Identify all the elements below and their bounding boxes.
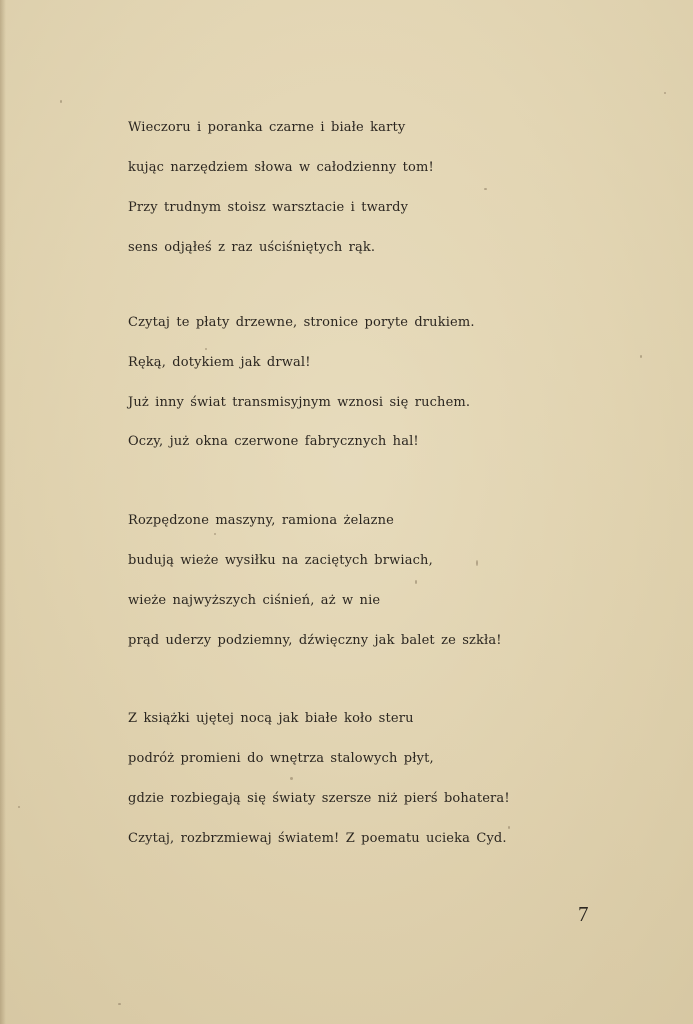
poem-line: Czytaj te płaty drzewne, stronice poryte drukiem. (128, 315, 475, 330)
poem-line: Rozpędzone maszyny, ramiona żelazne (128, 513, 395, 528)
poem-line: podróż promieni do wnętrza stalowych płyt, (128, 751, 434, 766)
poem-line: Oczy, już okna czerwone fabrycznych hal! (128, 434, 419, 449)
poem-line: Już inny świat transmisyjnym wznosi się ruchem. (128, 395, 471, 410)
poem-line: sens odjąłeś z raz uściśniętych rąk. (128, 240, 376, 255)
poem-line: kując narzędziem słowa w całodzienny tom! (128, 160, 434, 175)
poem-line: prąd uderzy podziemny, dźwięczny jak balet ze szkła! (128, 633, 502, 648)
poem-line: budują wieże wysiłku na zaciętych brwiach, (128, 553, 433, 568)
poem-line: wieże najwyższych ciśnień, aż w nie (128, 593, 381, 608)
poem-line: gdzie rozbiegają się światy szersze niż pierś bohatera! (128, 791, 510, 806)
poem-line: Wieczoru i poranka czarne i białe karty (128, 120, 406, 135)
poem-line: Ręką, dotykiem jak drwal! (128, 355, 311, 370)
poem-line: Czytaj, rozbrzmiewaj światem! Z poematu ucieka Cyd. (128, 831, 507, 846)
poem-line: Z książki ujętej nocą jak białe koło steru (128, 711, 414, 726)
poem-line: Przy trudnym stoisz warsztacie i twardy (128, 200, 409, 215)
page-number: 7 (578, 902, 589, 926)
